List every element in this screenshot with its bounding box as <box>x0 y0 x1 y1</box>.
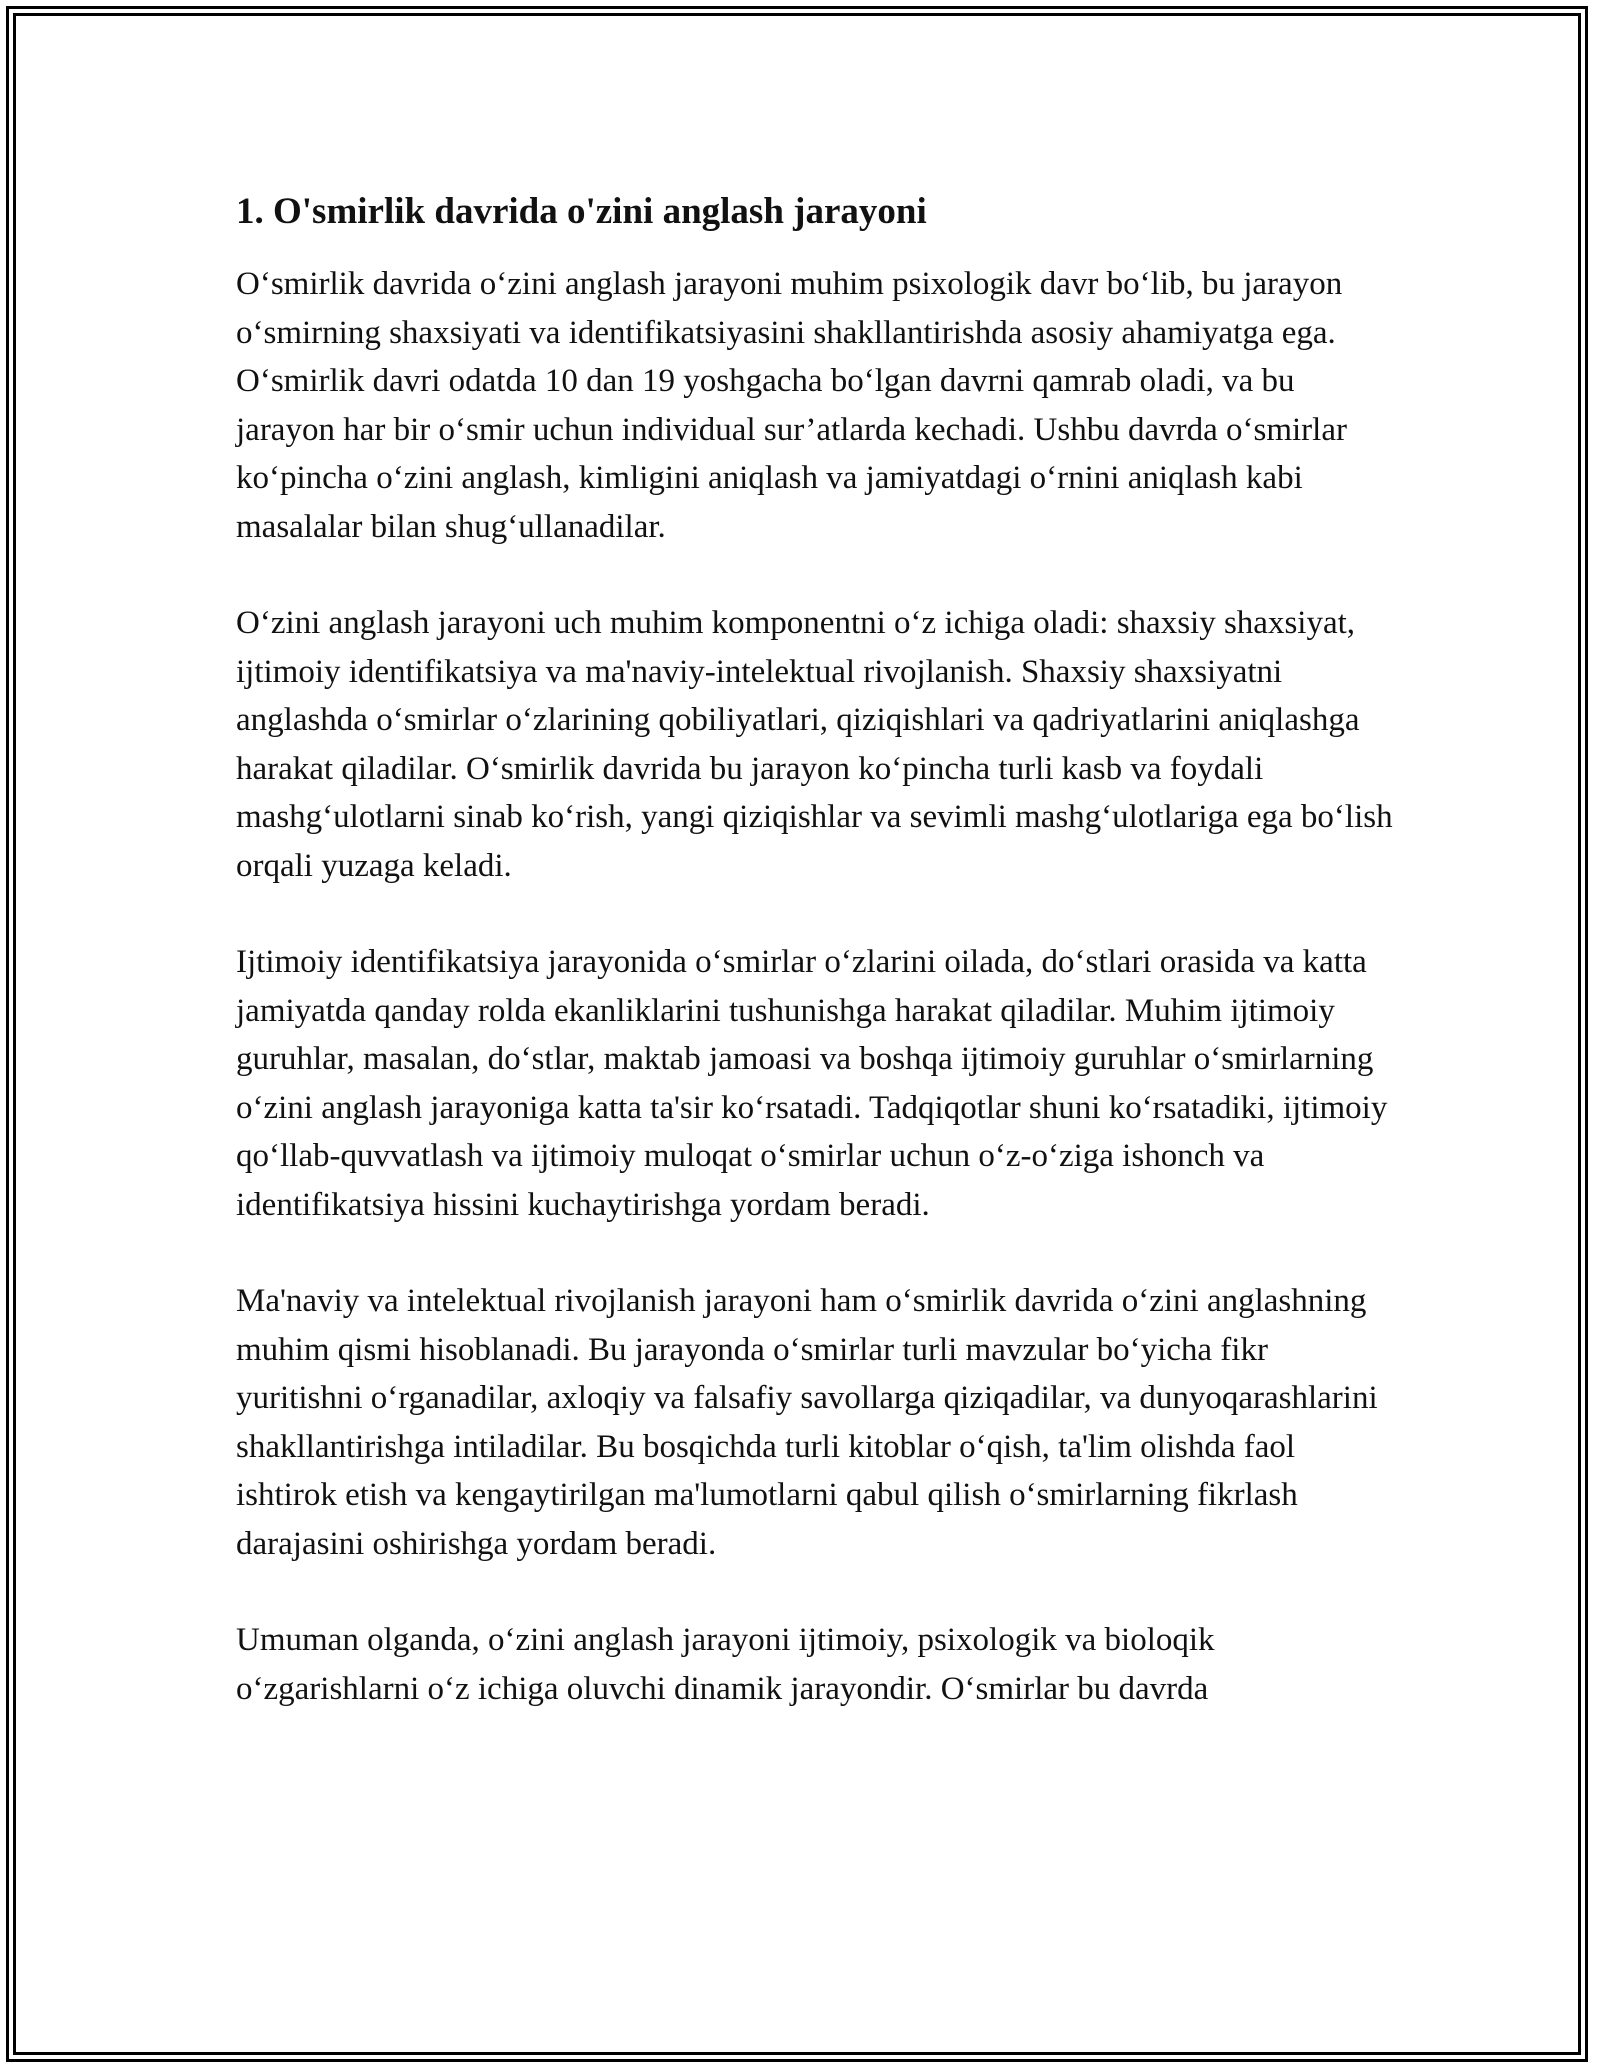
document-body <box>236 188 1396 1761</box>
section-heading: 1. O'smirlik davrida o'zini anglash jarayoni <box>236 191 927 232</box>
paragraph-1: O‘smirlik davrida o‘zini anglash jarayoni muhim psixologik davr bo‘lib, bu jarayon o‘smirning shaxsiyati va identifikatsiyasini shakllantirishda asosiy ahamiyatga ega. O‘smirlik davri odatda 10 dan 19 yoshgacha bo‘lgan davrni qamrab oladi, va bu jarayon har bir o‘smir uchun individual sur’atlarda kechadi. Ushbu davrda o‘smirlar ko‘pincha o‘zini anglash, kimligini aniqlash va jamiyatdagi o‘rnini aniqlash kabi masalalar bilan shug‘ullanadilar. <box>236 266 1347 545</box>
paragraph-3: Ijtimoiy identifikatsiya jarayonida o‘smirlar o‘zlarini oilada, do‘stlari orasida va katta jamiyatda qanday rolda ekanliklarini tushunishga harakat qiladilar. Muhim ijtimoiy guruhlar, masalan, do‘stlar, maktab jamoasi va boshqa ijtimoiy guruhlar o‘smirlarning o‘zini anglash jarayoniga katta ta'sir ko‘rsatadi. Tadqiqotlar shuni ko‘rsatadiki, ijtimoiy qo‘llab-quvvatlash va ijtimoiy muloqat o‘smirlar uchun o‘z-o‘ziga ishonch va identifikatsiya hissini kuchaytirishga yordam beradi. <box>236 944 1388 1223</box>
paragraph-4: Ma'naviy va intelektual rivojlanish jarayoni ham o‘smirlik davrida o‘zini anglashning muhim qismi hisoblanadi. Bu jarayonda o‘smirlar turli mavzular bo‘yicha fikr yuritishni o‘rganadilar, axloqiy va falsafiy savollarga qiziqadilar, va dunyoqarashlarini shakllantirishga intiladilar. Bu bosqichda turli kitoblar o‘qish, ta'lim olishda faol ishtirok etish va kengaytirilgan ma'lumotlarni qabul qilish o‘smirlarning fikrlash darajasini oshirishga yordam beradi. <box>236 1283 1378 1562</box>
paragraph-2: O‘zini anglash jarayoni uch muhim komponentni o‘z ichiga oladi: shaxsiy shaxsiyat, ijtimoiy identifikatsiya va ma'naviy-intelektual rivojlanish. Shaxsiy shaxsiyatni anglashda o‘smirlar o‘zlarining qobiliyatlari, qiziqishlari va qadriyatlarini aniqlashga harakat qiladilar. O‘smirlik davrida bu jarayon ko‘pincha turli kasb va foydali mashg‘ulotlarni sinab ko‘rish, yangi qiziqishlar va sevimli mashg‘ulotlariga ega bo‘lish orqali yuzaga keladi. <box>236 605 1393 884</box>
paragraph-5: Umuman olganda, o‘zini anglash jarayoni ijtimoiy, psixologik va bioloqik o‘zgarishlarni o‘z ichiga oluvchi dinamik jarayondir. O‘smirlar bu davrda <box>236 1622 1215 1707</box>
